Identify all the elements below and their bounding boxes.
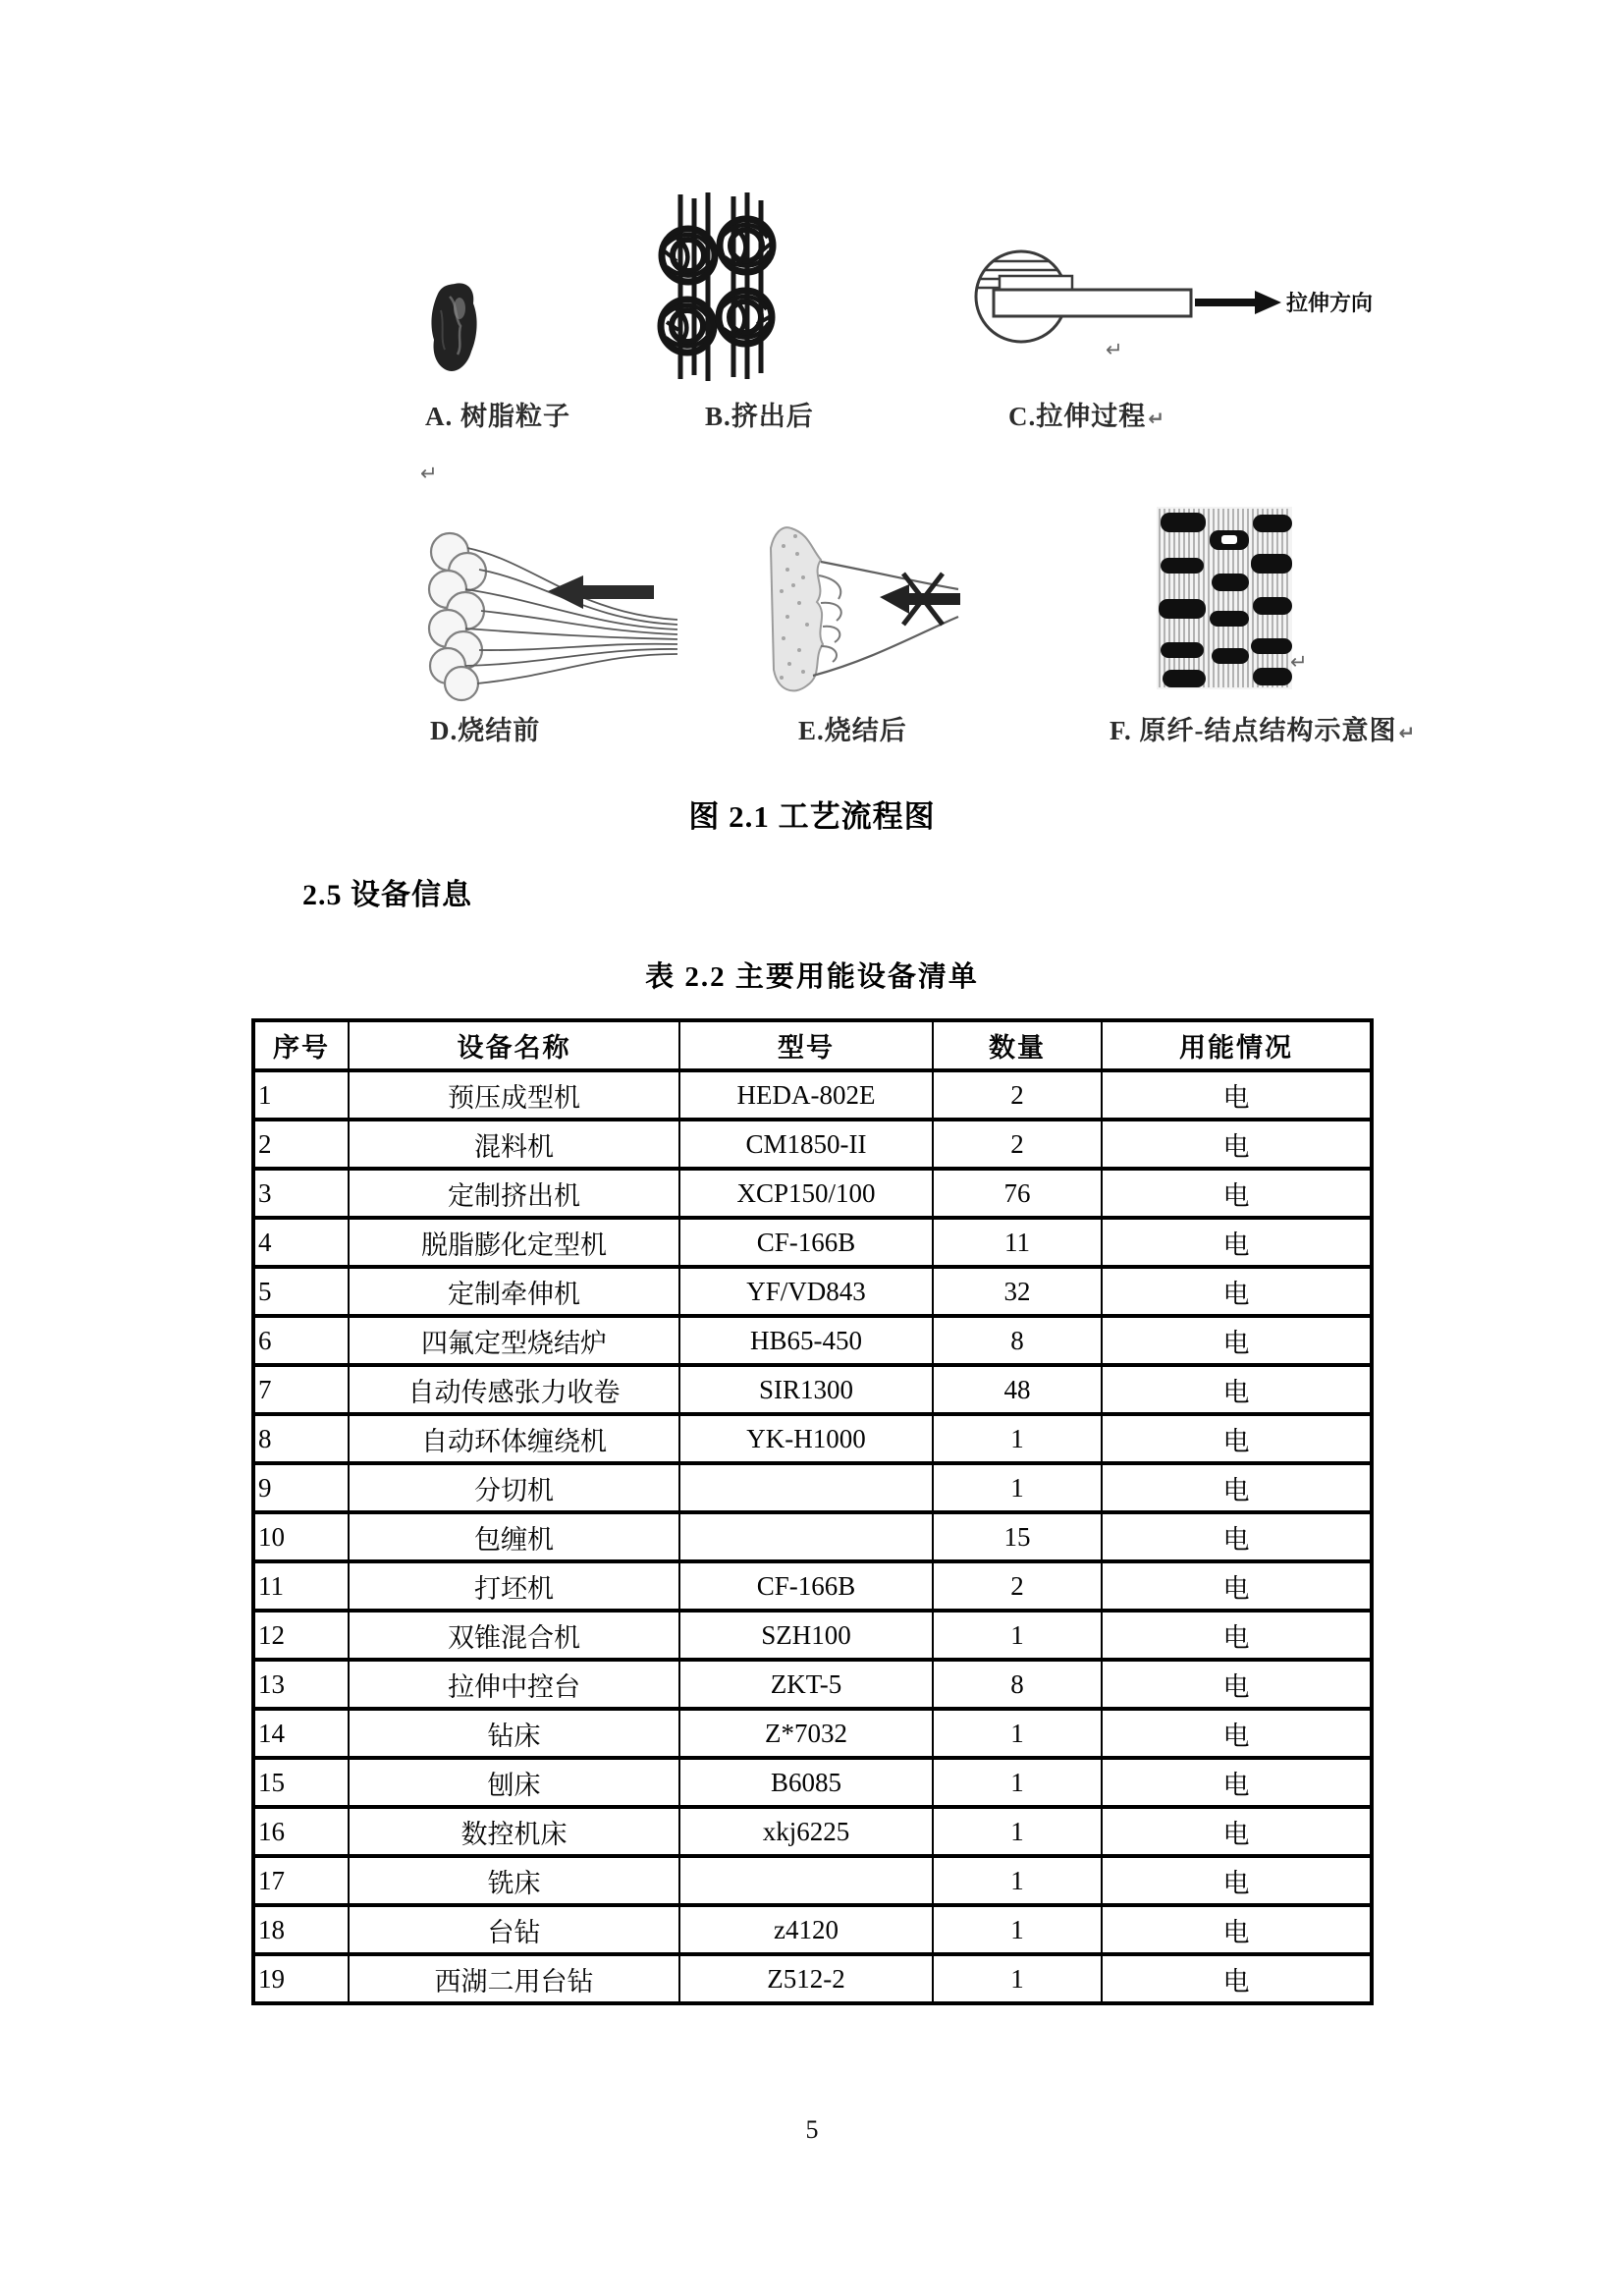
table-cell: 电 <box>1102 1611 1372 1660</box>
table-cell: 32 <box>933 1267 1102 1316</box>
header-serial-number: 序号 <box>253 1020 349 1070</box>
table-cell: 包缠机 <box>349 1512 679 1561</box>
table-cell <box>679 1512 933 1561</box>
section-heading: 2.5 设备信息 <box>302 879 472 911</box>
table-row <box>253 1561 1372 1611</box>
paragraph-mark-c-label: ↵ <box>1148 407 1166 430</box>
table-cell: 电 <box>1102 1709 1372 1758</box>
table-cell: 西湖二用台钻 <box>349 1954 679 2003</box>
table-row <box>253 1316 1372 1365</box>
table-cell: 拉伸中控台 <box>349 1660 679 1709</box>
label-fibril-node-structure-text: F. 原纤-结点结构示意图 <box>1110 716 1397 745</box>
table-cell: 1 <box>933 1807 1102 1856</box>
table-cell: CM1850-II <box>679 1120 933 1169</box>
stretch-direction-label: 拉伸方向 <box>1286 291 1374 315</box>
table-cell: z4120 <box>679 1905 933 1954</box>
table-cell: CF-166B <box>679 1218 933 1267</box>
table-cell <box>679 1463 933 1512</box>
table-cell: 5 <box>253 1267 349 1316</box>
table-cell: 3 <box>253 1169 349 1218</box>
table-cell: 脱脂膨化定型机 <box>349 1218 679 1267</box>
header-quantity: 数量 <box>933 1020 1102 1070</box>
table-cell: xkj6225 <box>679 1807 933 1856</box>
table-cell: 13 <box>253 1660 349 1709</box>
table-cell: 18 <box>253 1905 349 1954</box>
table-cell: 2 <box>933 1070 1102 1120</box>
table-cell: 分切机 <box>349 1463 679 1512</box>
table-cell: B6085 <box>679 1758 933 1807</box>
table-cell: 2 <box>933 1120 1102 1169</box>
table-cell: 7 <box>253 1365 349 1414</box>
table-cell: 电 <box>1102 1512 1372 1561</box>
label-after-sintering: E.烧结后 <box>798 716 907 745</box>
table-row <box>253 1611 1372 1660</box>
table-row <box>253 1905 1372 1954</box>
stretch-arrow-head <box>1255 291 1281 314</box>
table-cell: Z*7032 <box>679 1709 933 1758</box>
before-sintering-diagram <box>420 520 685 702</box>
table-cell: 11 <box>933 1218 1102 1267</box>
table-cell: SZH100 <box>679 1611 933 1660</box>
paragraph-mark-f-diagram: ↵ <box>1290 650 1308 674</box>
table-cell: 8 <box>933 1660 1102 1709</box>
table-cell: 电 <box>1102 1267 1372 1316</box>
table-cell: 电 <box>1102 1218 1372 1267</box>
label-stretching-process <box>1008 395 1165 433</box>
table-row <box>253 1856 1372 1905</box>
table-cell: 48 <box>933 1365 1102 1414</box>
table-row <box>253 1218 1372 1267</box>
table-cell: 76 <box>933 1169 1102 1218</box>
table-cell: 17 <box>253 1856 349 1905</box>
table-cell: Z512-2 <box>679 1954 933 2003</box>
table-cell: 电 <box>1102 1120 1372 1169</box>
table-row <box>253 1709 1372 1758</box>
table-cell: 四氟定型烧结炉 <box>349 1316 679 1365</box>
table-cell: 1 <box>933 1611 1102 1660</box>
after-sintering-diagram <box>766 520 972 702</box>
table-cell: 钻床 <box>349 1709 679 1758</box>
table-cell: 电 <box>1102 1660 1372 1709</box>
table-cell: 1 <box>253 1070 349 1120</box>
table-cell: 电 <box>1102 1758 1372 1807</box>
table-cell: 预压成型机 <box>349 1070 679 1120</box>
fibril-node-structure-diagram <box>1157 505 1294 691</box>
table-cell: 2 <box>253 1120 349 1169</box>
table-cell: 1 <box>933 1709 1102 1758</box>
resin-particle-diagram <box>425 281 482 375</box>
label-stretching-process-text: C.拉伸过程 <box>1008 402 1147 431</box>
table-cell: 1 <box>933 1954 1102 2003</box>
figure-caption: 图 2.1 工艺流程图 <box>688 799 936 834</box>
label-before-sintering: D.烧结前 <box>430 716 541 745</box>
table-cell: 1 <box>933 1463 1102 1512</box>
table-cell: CF-166B <box>679 1561 933 1611</box>
table-cell: 定制挤出机 <box>349 1169 679 1218</box>
table-cell: 刨床 <box>349 1758 679 1807</box>
table-cell: 打坯机 <box>349 1561 679 1611</box>
table-cell: 12 <box>253 1611 349 1660</box>
table-cell: 自动传感张力收卷 <box>349 1365 679 1414</box>
table-cell: 2 <box>933 1561 1102 1611</box>
table-cell: 电 <box>1102 1807 1372 1856</box>
table-row <box>253 1120 1372 1169</box>
header-energy-type: 用能情况 <box>1102 1020 1372 1070</box>
table-cell: 双锥混合机 <box>349 1611 679 1660</box>
table-row <box>253 1365 1372 1414</box>
table-cell: ZKT-5 <box>679 1660 933 1709</box>
table-cell: 15 <box>933 1512 1102 1561</box>
table-cell: 电 <box>1102 1169 1372 1218</box>
table-cell: 1 <box>933 1414 1102 1463</box>
table-cell: 15 <box>253 1758 349 1807</box>
label-after-extrusion: B.挤出后 <box>705 402 814 431</box>
table-header-row <box>253 1020 1372 1070</box>
table-cell: 电 <box>1102 1070 1372 1120</box>
table-cell: 11 <box>253 1561 349 1611</box>
table-cell: 电 <box>1102 1463 1372 1512</box>
stretching-process-diagram <box>960 241 1373 358</box>
table-cell: HEDA-802E <box>679 1070 933 1120</box>
table-cell: 自动环体缠绕机 <box>349 1414 679 1463</box>
table-row <box>253 1758 1372 1807</box>
table-cell: 19 <box>253 1954 349 2003</box>
table-cell: 台钻 <box>349 1905 679 1954</box>
table-row <box>253 1954 1372 2003</box>
table-cell: 10 <box>253 1512 349 1561</box>
label-resin-particle: A. 树脂粒子 <box>425 402 570 431</box>
label-fibril-node-structure <box>1110 709 1416 747</box>
table-cell: 电 <box>1102 1316 1372 1365</box>
table-row <box>253 1463 1372 1512</box>
table-cell: SIR1300 <box>679 1365 933 1414</box>
table-cell: YF/VD843 <box>679 1267 933 1316</box>
header-model: 型号 <box>679 1020 933 1070</box>
table-cell: 9 <box>253 1463 349 1512</box>
paragraph-mark-f-label: ↵ <box>1398 721 1417 744</box>
table-cell: 1 <box>933 1856 1102 1905</box>
table-cell: HB65-450 <box>679 1316 933 1365</box>
table-title: 表 2.2 主要用能设备清单 <box>645 961 979 993</box>
table-cell: 电 <box>1102 1365 1372 1414</box>
after-extrusion-diagram <box>653 192 783 381</box>
table-cell: 电 <box>1102 1954 1372 2003</box>
equipment-table-body <box>253 1070 1372 2003</box>
table-row <box>253 1169 1372 1218</box>
table-cell: 电 <box>1102 1856 1372 1905</box>
table-cell: 1 <box>933 1758 1102 1807</box>
table-cell: 电 <box>1102 1561 1372 1611</box>
table-cell: 电 <box>1102 1905 1372 1954</box>
table-row <box>253 1807 1372 1856</box>
page-number: 5 <box>805 2115 819 2144</box>
table-cell: YK-H1000 <box>679 1414 933 1463</box>
table-cell: 电 <box>1102 1414 1372 1463</box>
paragraph-mark-c-diagram: ↵ <box>1106 338 1123 361</box>
table-cell: 数控机床 <box>349 1807 679 1856</box>
table-cell: 8 <box>933 1316 1102 1365</box>
table-cell: 混料机 <box>349 1120 679 1169</box>
table-cell <box>679 1856 933 1905</box>
table-row <box>253 1660 1372 1709</box>
table-cell: XCP150/100 <box>679 1169 933 1218</box>
table-row <box>253 1267 1372 1316</box>
table-cell: 1 <box>933 1905 1102 1954</box>
equipment-table <box>251 1018 1374 2005</box>
table-row <box>253 1414 1372 1463</box>
table-row <box>253 1070 1372 1120</box>
table-cell: 16 <box>253 1807 349 1856</box>
table-cell: 4 <box>253 1218 349 1267</box>
paragraph-mark-row1: ↵ <box>420 462 438 485</box>
table-cell: 6 <box>253 1316 349 1365</box>
table-cell: 定制牵伸机 <box>349 1267 679 1316</box>
table-cell: 铣床 <box>349 1856 679 1905</box>
header-equipment-name: 设备名称 <box>349 1020 679 1070</box>
table-cell: 8 <box>253 1414 349 1463</box>
table-row <box>253 1512 1372 1561</box>
table-cell: 14 <box>253 1709 349 1758</box>
